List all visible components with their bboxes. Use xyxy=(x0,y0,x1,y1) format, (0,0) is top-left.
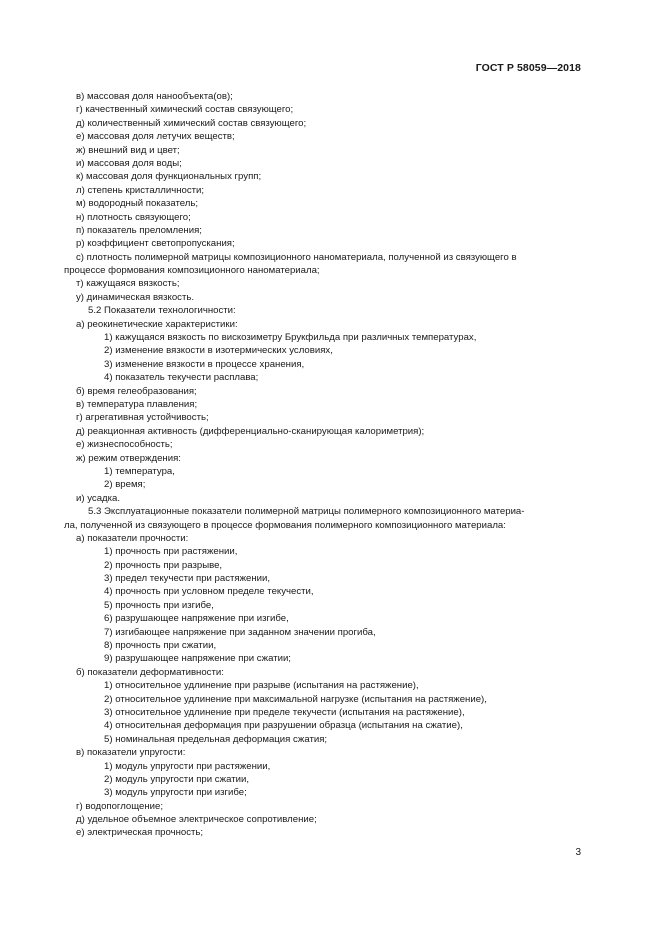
text-line: 7) изгибающее напряжение при заданном значении прогиба, xyxy=(104,626,376,638)
text-line: г) агрегативная устойчивость; xyxy=(76,412,209,424)
text-line: 8) прочность при сжатии, xyxy=(104,640,217,652)
page-number: 3 xyxy=(575,847,581,858)
text-line: 2) время; xyxy=(104,479,146,491)
text-line: 5.3 Эксплуатационные показатели полимерной матрицы полимерного композиционного материа- xyxy=(88,506,525,518)
text-line: ж) внешний вид и цвет; xyxy=(76,144,180,156)
text-line: в) показатели упругости: xyxy=(76,747,186,759)
text-line: 2) относительное удлинение при максимальной нагрузке (испытания на растяжение), xyxy=(104,693,487,705)
document-code-header: ГОСТ Р 58059—2018 xyxy=(475,62,581,74)
text-line: а) реокинетические характеристики: xyxy=(76,318,238,330)
text-line: 6) разрушающее напряжение при изгибе, xyxy=(104,613,289,625)
text-line: 2) изменение вязкости в изотермических условиях, xyxy=(104,345,333,357)
text-line: е) электрическая прочность; xyxy=(76,827,204,839)
text-line: процессе формования композиционного наноматериала; xyxy=(64,265,320,277)
text-line: е) массовая доля летучих веществ; xyxy=(76,131,235,143)
text-line: 4) прочность при условном пределе текучести, xyxy=(104,586,314,598)
text-line: н) плотность связующего; xyxy=(76,211,191,223)
text-line: 1) температура, xyxy=(104,465,175,477)
text-line: 2) прочность при разрыве, xyxy=(104,559,223,571)
text-line: р) коэффициент светопропускания; xyxy=(76,238,235,250)
text-line: д) удельное объемное электрическое сопротивление; xyxy=(76,814,317,826)
text-line: п) показатель преломления; xyxy=(76,224,202,236)
text-line: г) водопоглощение; xyxy=(76,800,164,812)
text-line: 5.2 Показатели технологичности: xyxy=(88,305,236,317)
text-line: и) усадка. xyxy=(76,492,121,504)
text-line: 1) модуль упругости при растяжении, xyxy=(104,760,271,772)
text-line: д) реакционная активность (дифференциально-сканирующая калориметрия); xyxy=(76,425,425,437)
text-line: т) кажущаяся вязкость; xyxy=(76,278,180,290)
text-line: 2) модуль упругости при сжатии, xyxy=(104,773,249,785)
text-line: л) степень кристалличности; xyxy=(76,184,205,196)
text-line: 5) прочность при изгибе, xyxy=(104,599,214,611)
text-line: к) массовая доля функциональных групп; xyxy=(76,171,262,183)
text-line: 3) предел текучести при растяжении, xyxy=(104,573,271,585)
text-line: в) массовая доля нанообъекта(ов); xyxy=(76,91,233,102)
text-line: ла, полученной из связующего в процессе формования полимерного композиционного материала: xyxy=(64,519,506,531)
text-line: 4) относительная деформация при разрушении образца (испытания на сжатие), xyxy=(104,720,463,732)
document-body xyxy=(64,90,576,840)
text-line: г) качественный химический состав связующего; xyxy=(76,104,294,116)
text-line: 1) относительное удлинение при разрыве (испытания на растяжение), xyxy=(104,680,419,692)
text-line: 5) номинальная предельная деформация сжатия; xyxy=(104,733,328,745)
text-line: 4) показатель текучести расплава; xyxy=(104,372,259,384)
text-line: 3) модуль упругости при изгибе; xyxy=(104,787,247,799)
text-line: в) температура плавления; xyxy=(76,398,198,410)
text-line: с) плотность полимерной матрицы композиционного наноматериала, полученной из связующего в xyxy=(76,251,517,263)
text-line: и) массовая доля воды; xyxy=(76,157,182,169)
text-line: а) показатели прочности: xyxy=(76,532,189,544)
text-line: 1) прочность при растяжении, xyxy=(104,546,238,558)
text-line: б) показатели деформативности: xyxy=(76,666,224,678)
text-line: 1) кажущаяся вязкость по вискозиметру Брукфильда при различных температурах, xyxy=(104,332,477,344)
text-line: 3) изменение вязкости в процессе хранения, xyxy=(104,358,305,370)
text-line: 3) относительное удлинение при пределе текучести (испытания на растяжение), xyxy=(104,706,465,718)
text-line: е) жизнеспособность; xyxy=(76,439,173,451)
text-line: д) количественный химический состав связующего; xyxy=(76,117,307,129)
text-line: 9) разрушающее напряжение при сжатии; xyxy=(104,653,291,665)
text-line: ж) режим отверждения: xyxy=(76,452,181,464)
text-line: б) время гелеобразования; xyxy=(76,385,197,397)
text-line: м) водородный показатель; xyxy=(76,198,199,210)
text-line: у) динамическая вязкость. xyxy=(76,291,195,303)
